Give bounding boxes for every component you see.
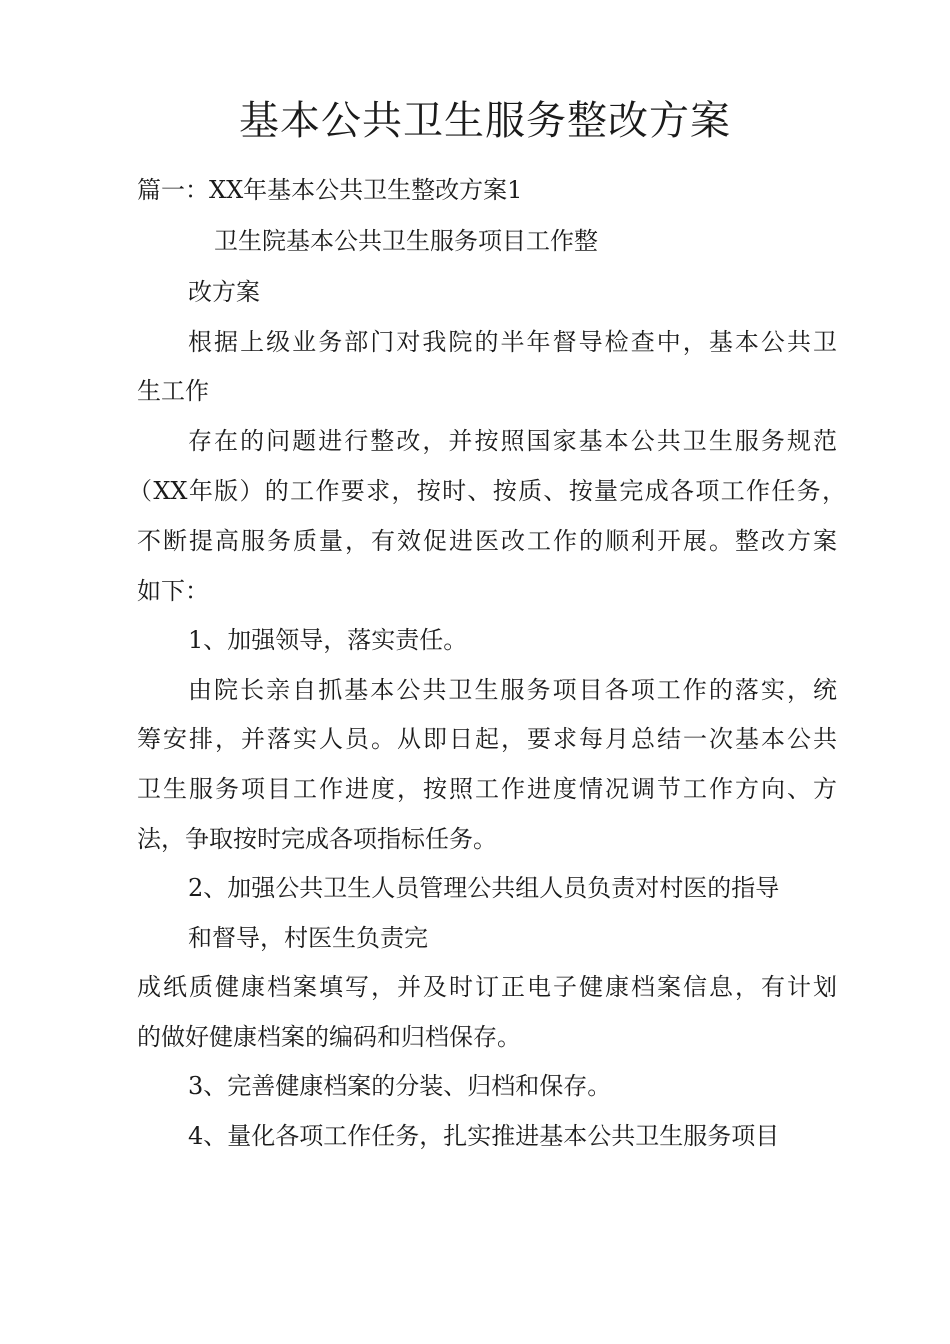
paragraph-line: 存在的问题进行整改，并按照国家基本公共卫生服务规范 bbox=[188, 427, 837, 455]
paragraph-line: 如下： bbox=[137, 577, 209, 605]
paragraph-line: 筹安排，并落实人员。从即日起，要求每月总结一次基本公共 bbox=[137, 725, 837, 753]
paragraph-line: 不断提高服务质量，有效促进医改工作的顺利开展。整改方案 bbox=[137, 527, 837, 555]
paragraph-line: 由院长亲自抓基本公共卫生服务项目各项工作的落实，统 bbox=[188, 676, 837, 704]
paragraph-line: 法，争取按时完成各项指标任务。 bbox=[137, 825, 497, 853]
section-heading: 篇一：XX年基本公共卫生整改方案1 bbox=[137, 176, 523, 204]
paragraph-line: 生工作 bbox=[137, 377, 209, 405]
paragraph-line: 的做好健康档案的编码和归档保存。 bbox=[137, 1023, 521, 1051]
paragraph-line: （XX年版）的工作要求，按时、按质、按量完成各项工作任务， bbox=[128, 477, 846, 505]
list-item: 1、加强领导，落实责任。 bbox=[188, 626, 468, 654]
list-item: 4、量化各项工作任务，扎实推进基本公共卫生服务项目 bbox=[188, 1122, 780, 1150]
paragraph-line: 和督导，村医生负责完 bbox=[188, 924, 428, 952]
paragraph-line: 卫生院基本公共卫生服务项目工作整 bbox=[214, 227, 598, 255]
list-item: 3、完善健康档案的分装、归档和保存。 bbox=[188, 1072, 612, 1100]
paragraph-line: 根据上级业务部门对我院的半年督导检查中，基本公共卫 bbox=[188, 328, 837, 356]
paragraph-line: 改方案 bbox=[188, 278, 260, 306]
paragraph-line: 成纸质健康档案填写，并及时订正电子健康档案信息，有计划 bbox=[137, 973, 837, 1001]
document-title: 基本公共卫生服务整改方案 bbox=[239, 98, 731, 144]
list-item: 2、加强公共卫生人员管理公共组人员负责对村医的指导 bbox=[188, 874, 780, 902]
paragraph-line: 卫生服务项目工作进度，按照工作进度情况调节工作方向、方 bbox=[137, 775, 837, 803]
